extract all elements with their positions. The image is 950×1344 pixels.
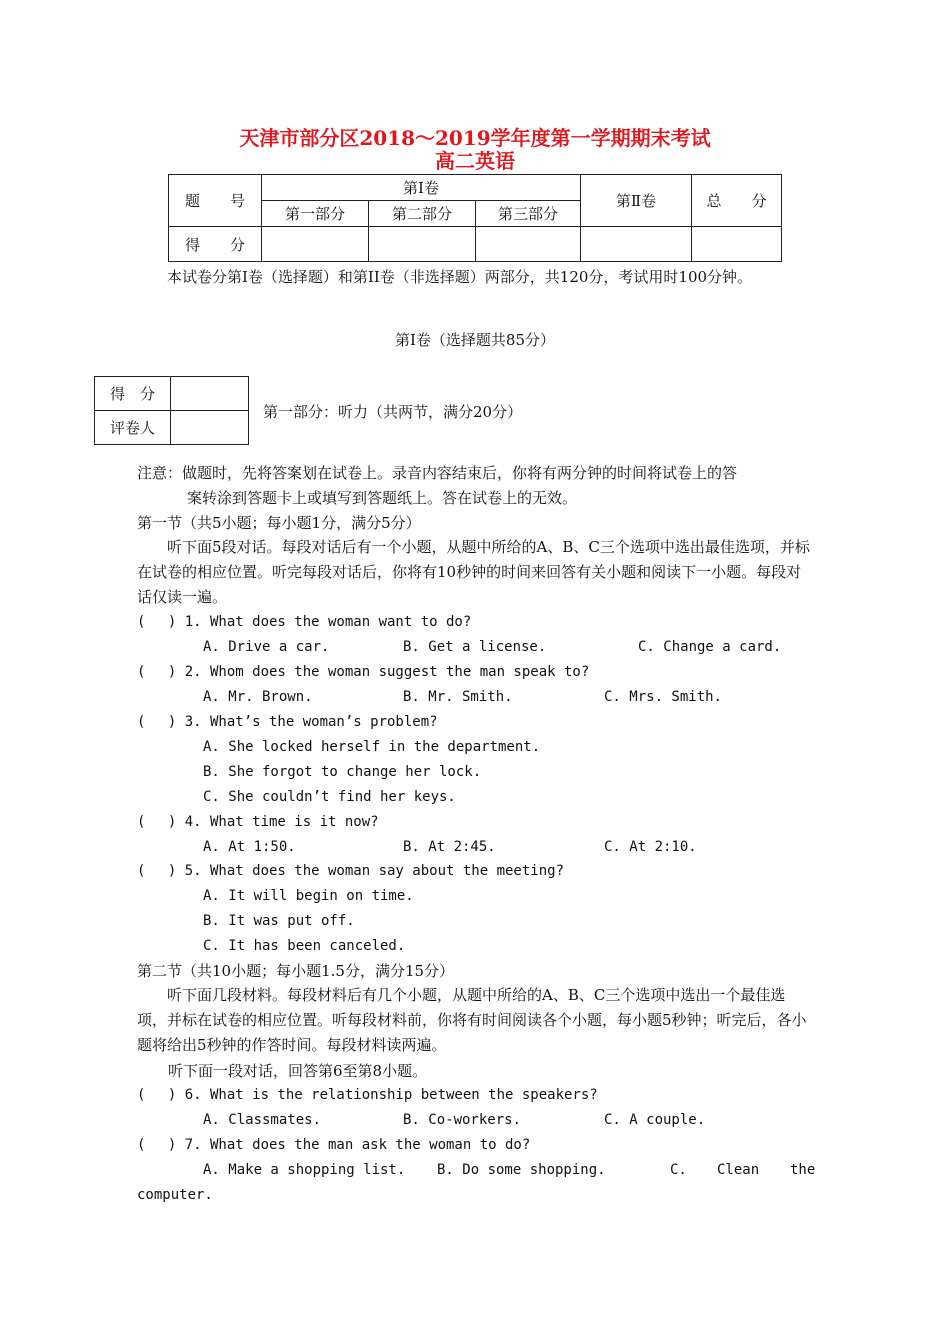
question-4-option-c[interactable]: C. At 2:10. (604, 839, 697, 855)
score-table-part2-header: 第Ⅱ卷 (581, 175, 692, 227)
question-7-option-c-letter[interactable]: C. (670, 1162, 687, 1178)
score-table-part1-header: 第Ⅰ卷 (262, 175, 581, 201)
question-1-option-c[interactable]: C. Change a card. (638, 639, 782, 655)
grader-table (94, 376, 249, 445)
question-7-option-b[interactable]: B. Do some shopping. (437, 1162, 606, 1178)
score-table-sub1: 第一部分 (262, 201, 369, 227)
score-table-score-label: 得 分 (169, 227, 262, 262)
question-3-option-c[interactable]: C. She couldn’t find her keys. (203, 789, 456, 805)
score-table (168, 174, 782, 262)
question-2-option-a[interactable]: A. Mr. Brown. (203, 689, 313, 705)
question-1-option-b[interactable]: B. Get a license. (403, 639, 547, 655)
grader-name-label: 评卷人 (95, 411, 171, 445)
question-5-stem: ( ) 5. What does the woman say about the meeting? (137, 863, 565, 879)
question-6-stem: ( ) 6. What is the relationship between the speakers? (137, 1087, 598, 1103)
score-table-total-header: 总 分 (692, 175, 782, 227)
question-1-stem: ( ) 1. What does the woman want to do? (137, 614, 472, 630)
grader-name-cell[interactable] (171, 411, 249, 445)
question-5-option-b[interactable]: B. It was put off. (203, 913, 355, 929)
score-table-sub2: 第二部分 (369, 201, 476, 227)
question-6-option-c[interactable]: C. A couple. (604, 1112, 706, 1128)
score-cell[interactable] (476, 227, 581, 262)
note-line-1: 注意：做题时，先将答案划在试卷上。录音内容结束后，你将有两分钟的时间将试卷上的答 (137, 464, 738, 482)
question-7-option-c-word2: the (790, 1162, 816, 1178)
question-2-option-b[interactable]: B. Mr. Smith. (403, 689, 513, 705)
question-7-option-c-word3: computer. (137, 1187, 213, 1203)
section1-instructions: 听下面5段对话。每段对话后有一个小题，从题中所给的A、B、C三个选项中选出最佳选项，并标在试卷的相应位置。听完每段对话后，你将有10秒钟的时间来回答有关小题和阅读下一小题。每段对话仅读一遍。 (137, 538, 810, 606)
question-6-option-a[interactable]: A. Classmates. (203, 1112, 322, 1128)
section2-instructions: 听下面几段材料。每段材料后有几个小题，从题中所给的A、B、C三个选项中选出一个最佳选项，并标在试卷的相应位置。听每段材料前，你将有时间阅读各个小题，每小题5秒钟；听完后，各小题将给出5秒钟的作答时间。每段材料读两遍。 (137, 986, 807, 1054)
exam-title: 天津市部分区2018～2019学年度第一学期期末考试 (239, 126, 711, 150)
question-4-option-b[interactable]: B. At 2:45. (403, 839, 496, 855)
score-cell[interactable] (262, 227, 369, 262)
question-4-stem: ( ) 4. What time is it now? (137, 814, 379, 830)
section1-title: 第Ⅰ卷（选择题共85分） (394, 331, 555, 349)
question-5-option-c[interactable]: C. It has been canceled. (203, 938, 406, 954)
score-cell[interactable] (692, 227, 782, 262)
question-7-option-a[interactable]: A. Make a shopping list. (203, 1162, 406, 1178)
question-1-option-a[interactable]: A. Drive a car. (203, 639, 330, 655)
score-table-sub3: 第三部分 (476, 201, 581, 227)
note-line-2: 案转涂到答题卡上或填写到答题纸上。答在试卷上的无效。 (187, 489, 578, 507)
intro-text: 本试卷分第Ⅰ卷（选择题）和第II卷（非选择题）两部分，共120分，考试用时100分钟。 (167, 268, 753, 286)
question-6-option-b[interactable]: B. Co-workers. (403, 1112, 522, 1128)
score-cell[interactable] (369, 227, 476, 262)
exam-subtitle: 高二英语 (435, 149, 515, 173)
part1-title: 第一部分：听力（共两节，满分20分） (263, 403, 523, 421)
question-3-option-a[interactable]: A. She locked herself in the department. (203, 739, 541, 755)
score-cell[interactable] (581, 227, 692, 262)
section2-header: 第二节（共10小题；每小题1.5分，满分15分） (137, 962, 455, 980)
question-7-option-c-word1: Clean (717, 1162, 760, 1178)
question-3-stem: ( ) 3. What’s the woman’s problem? (137, 714, 438, 730)
question-4-option-a[interactable]: A. At 1:50. (203, 839, 296, 855)
score-table-question-header: 题 号 (169, 175, 262, 227)
question-3-option-b[interactable]: B. She forgot to change her lock. (203, 764, 482, 780)
grader-score-cell[interactable] (171, 377, 249, 411)
question-7-stem: ( ) 7. What does the man ask the woman to do? (137, 1137, 531, 1153)
question-5-option-a[interactable]: A. It will begin on time. (203, 888, 414, 904)
question-2-stem: ( ) 2. Whom does the woman suggest the man speak to? (137, 664, 590, 680)
section1-header: 第一节（共5小题；每小题1分，满分5分） (137, 514, 421, 532)
section2-subinstruction: 听下面一段对话，回答第6至第8小题。 (168, 1062, 428, 1080)
grader-score-label: 得 分 (95, 377, 171, 411)
question-2-option-c[interactable]: C. Mrs. Smith. (604, 689, 723, 705)
